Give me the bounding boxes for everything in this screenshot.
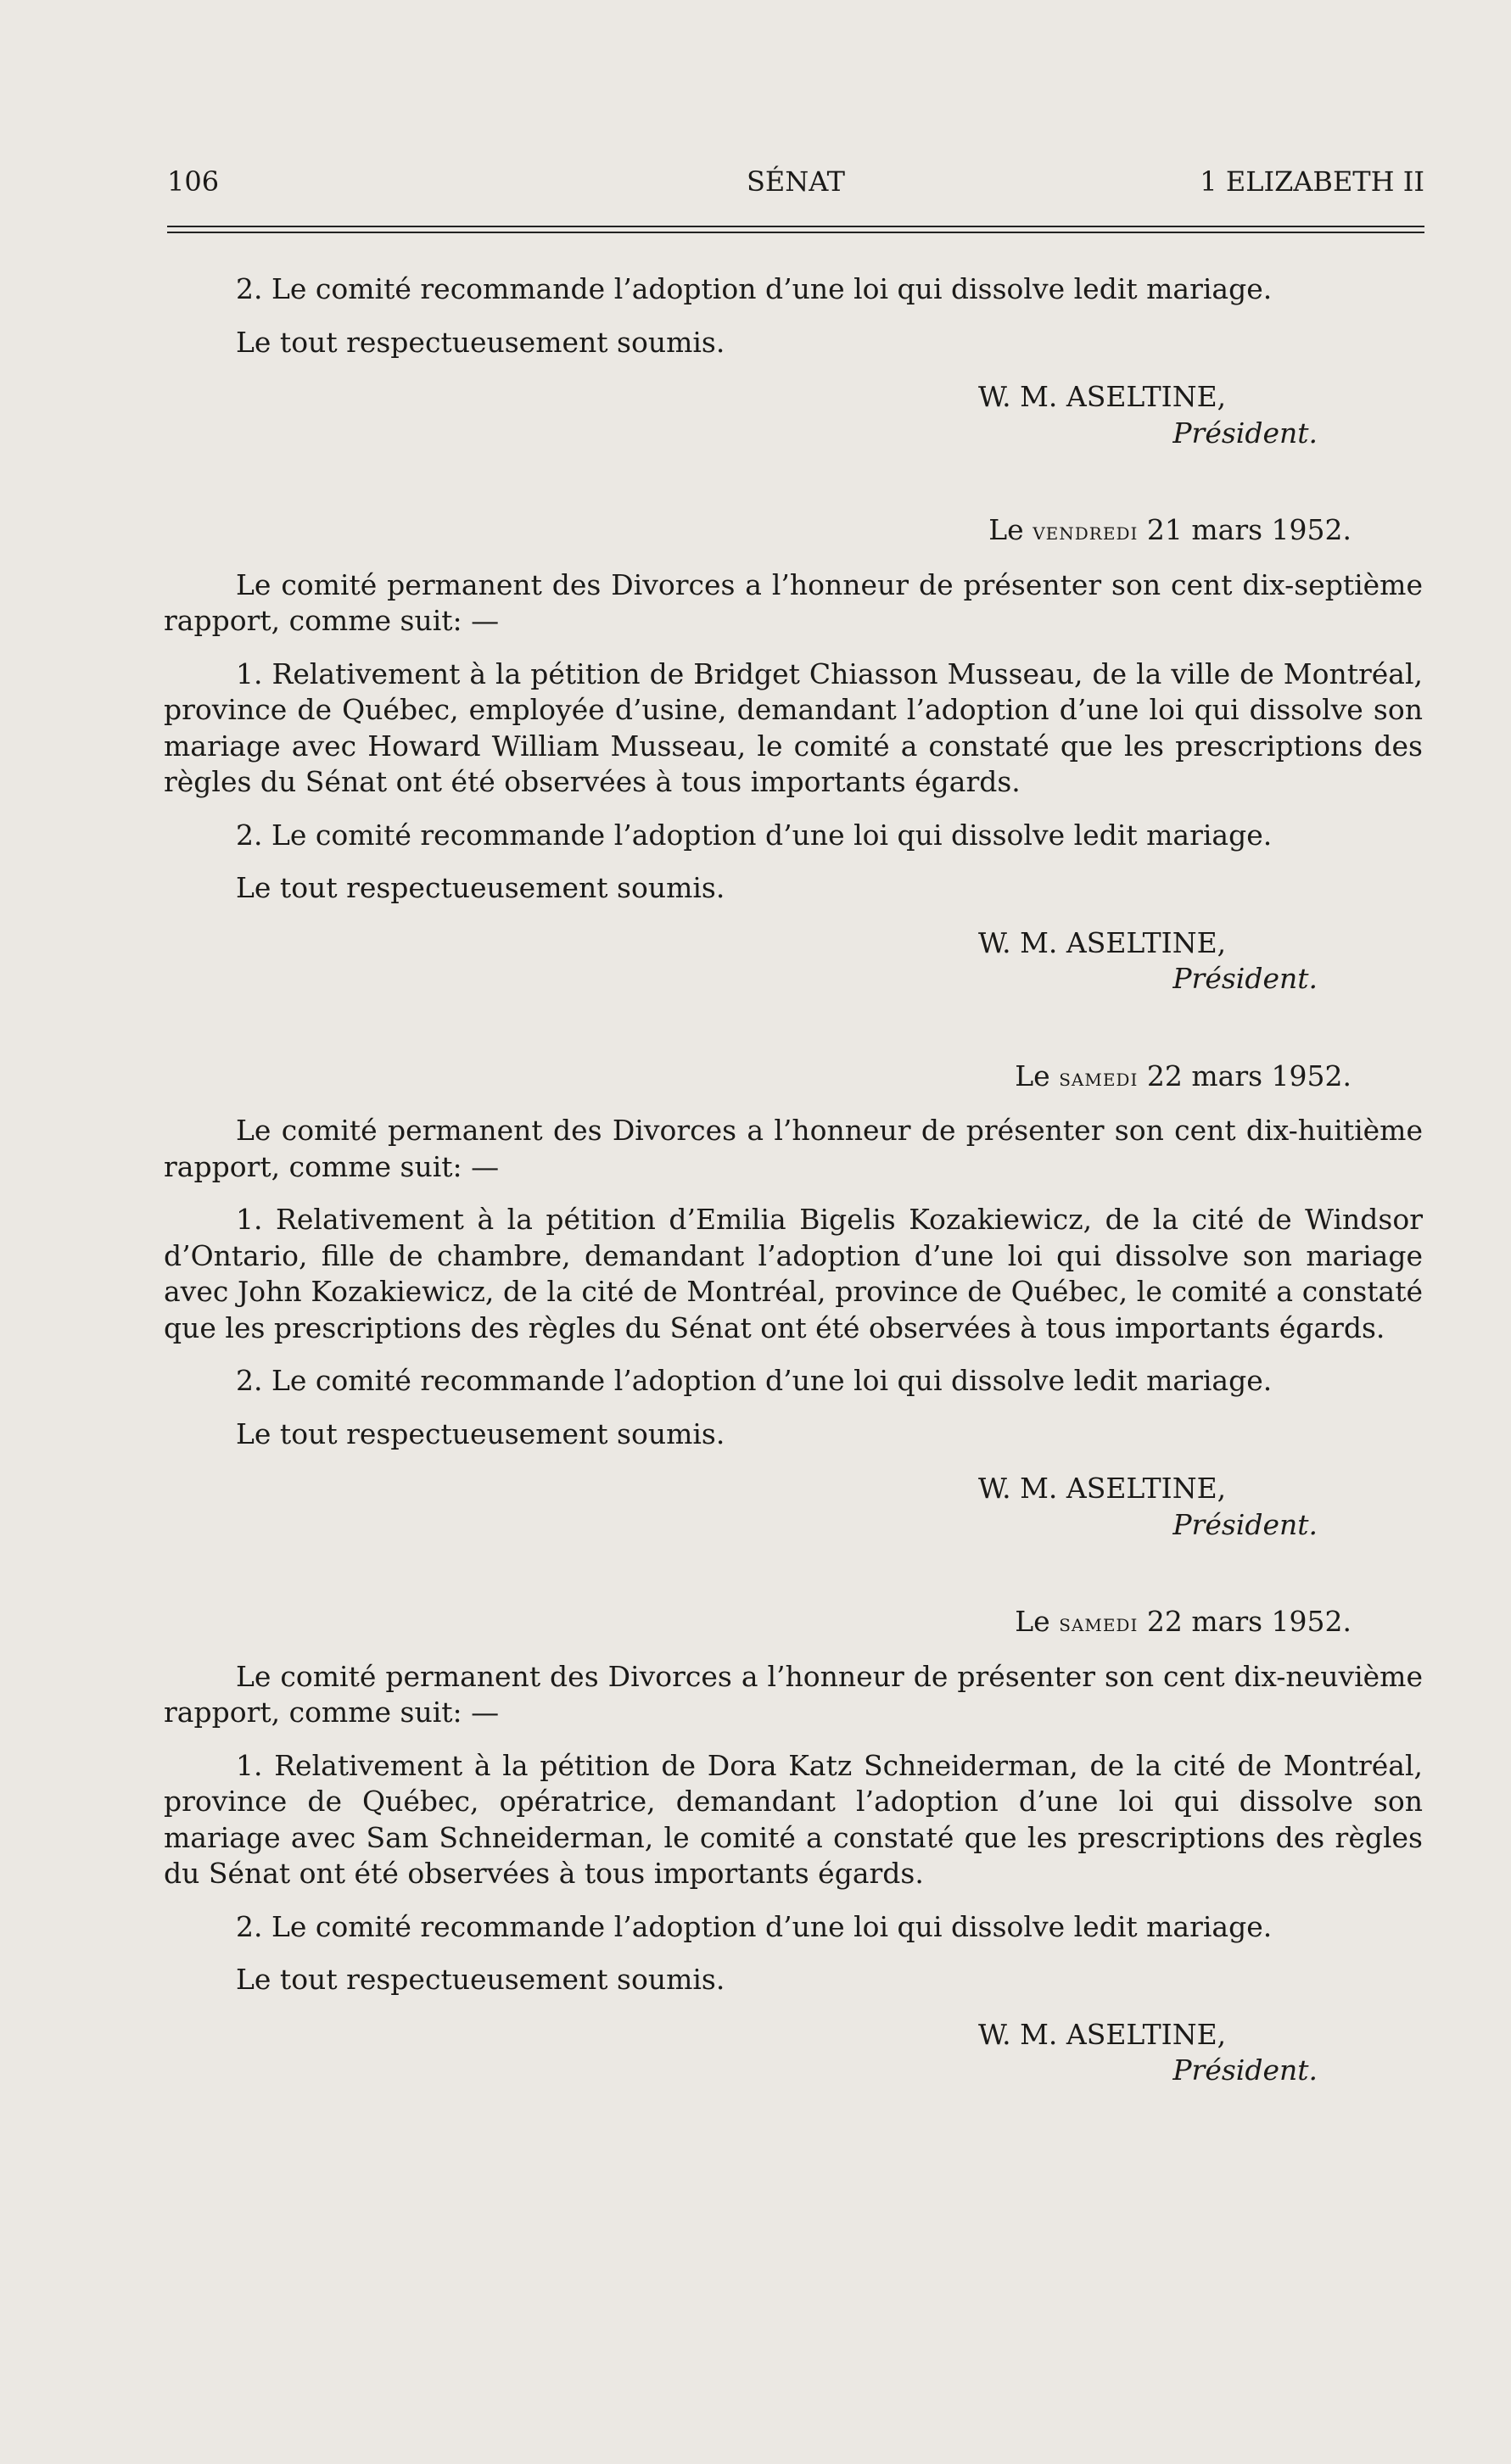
report-date: Le samedi 22 mars 1952. [1015, 1605, 1352, 1638]
report-point-1: 1. Relativement à la pétition d’Emilia Bigelis Kozakiewicz, de la cité de Windsor d’Ontario, fille de chambre, demandant l’adoption d’une loi qui dissolve son mariage avec John Kozakiewicz, de la cité de Montréal, province de Québec, le comité a constaté que les prescriptions des règles du Sénat ont été observées à tous importants égards. [164, 1203, 1423, 1344]
closing-line: Le tout respectueusement soumis. [236, 325, 725, 359]
report-intro: Le comité permanent des Divorces a l’honneur de présenter son cent dix-neuvième rapport, comme suit: — [164, 1659, 1423, 1729]
report-day: samedi [1059, 1609, 1139, 1637]
signatory-name: W. M. ASELTINE, [978, 1472, 1227, 1505]
report-day: samedi [1059, 1063, 1139, 1092]
reign-label: 1 ELIZABETH II [1200, 165, 1424, 198]
page-number: 106 [167, 165, 220, 198]
report-date: Le samedi 22 mars 1952. [1015, 1059, 1352, 1092]
report-date: Le vendredi 21 mars 1952. [988, 513, 1352, 546]
signatory-role: Président. [1172, 2053, 1318, 2087]
recommendation-paragraph: 2. Le comité recommande l’adoption d’une loi qui dissolve ledit mariage. [236, 272, 1273, 305]
report-point-1: 1. Relativement à la pétition de Bridget Chiasson Musseau, de la ville de Montréal, province de Québec, employée d’usine, demandant l’adoption d’une loi qui dissolve son mariage avec Howard William Musseau, le comité a constaté que les prescriptions des règles du Sénat ont été observées à tous importants égards. [164, 657, 1423, 798]
header-rule-bottom [167, 232, 1424, 233]
signatory-role: Président. [1172, 962, 1318, 995]
report-intro: Le comité permanent des Divorces a l’honneur de présenter son cent dix-huitième rapport, comme suit: — [164, 1114, 1423, 1183]
page-title: SÉNAT [747, 165, 845, 198]
report-point-2: 2. Le comité recommande l’adoption d’une loi qui dissolve ledit mariage. [236, 818, 1273, 852]
signatory-role: Président. [1172, 1507, 1318, 1541]
report-day: vendredi [1033, 517, 1139, 545]
page-header [167, 163, 1424, 200]
signatory-name: W. M. ASELTINE, [978, 380, 1227, 413]
closing-line: Le tout respectueusement soumis. [236, 871, 725, 904]
report-point-1: 1. Relativement à la pétition de Dora Katz Schneiderman, de la cité de Montréal, province de Québec, opératrice, demandant l’adoption d’une loi qui dissolve son mariage avec Sam Schneiderman, le comité a constaté que les prescriptions des règles du Sénat ont été observées à tous importants égards. [164, 1748, 1423, 1890]
signatory-name: W. M. ASELTINE, [978, 925, 1227, 959]
signatory-name: W. M. ASELTINE, [978, 2017, 1227, 2051]
signature-block [164, 925, 1318, 997]
signature-block [164, 1471, 1318, 1543]
report-intro: Le comité permanent des Divorces a l’honneur de présenter son cent dix-septième rapport, comme suit: — [164, 567, 1423, 637]
closing-line: Le tout respectueusement soumis. [236, 1416, 725, 1450]
signature-block [164, 2017, 1318, 2089]
signature-block [164, 379, 1318, 451]
report-point-2: 2. Le comité recommande l’adoption d’une loi qui dissolve ledit mariage. [236, 1909, 1273, 1943]
report-point-2: 2. Le comité recommande l’adoption d’une loi qui dissolve ledit mariage. [236, 1364, 1273, 1397]
signatory-role: Président. [1172, 416, 1318, 450]
header-rule-top [167, 226, 1424, 227]
closing-line: Le tout respectueusement soumis. [236, 1963, 725, 1996]
document-body [164, 271, 1423, 2089]
